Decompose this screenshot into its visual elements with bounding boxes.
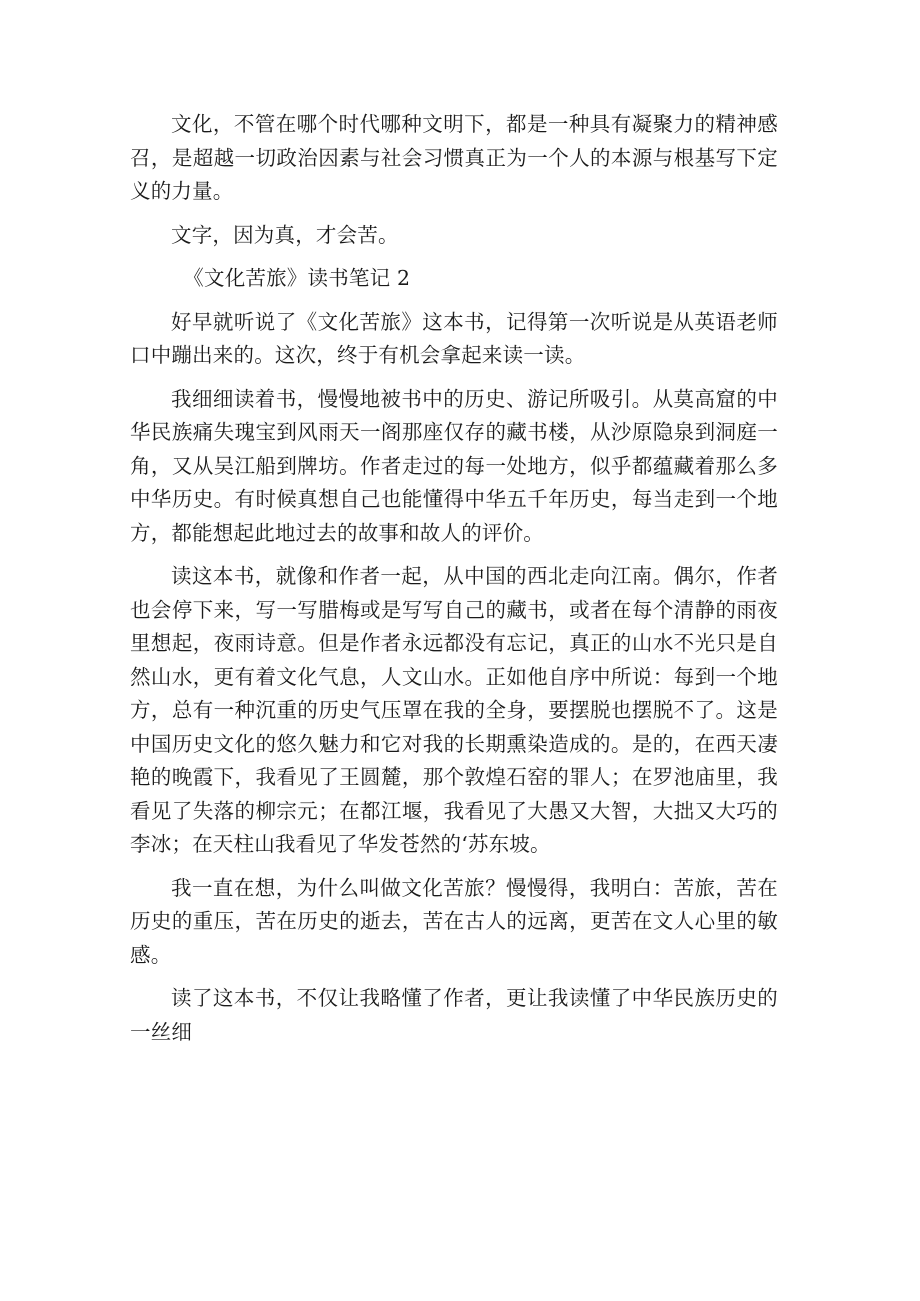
paragraph-culture: 文化，不管在哪个时代哪种文明下，都是一种具有凝聚力的精神感召，是超越一切政治因素与社会习惯真正为一个人的本源与根基写下定义的力量。 [130,112,778,203]
document-body [130,108,778,1059]
paragraph-intro: 好早就听说了《文化苦旅》这本书，记得第一次听说是从英语老师口中蹦出来的。这次，终于有机会拿起来读一读。 [130,309,778,367]
paragraph-reading: 我细细读着书，慢慢地被书中的历史、游记所吸引。从莫高窟的中华民族痛失瑰宝到风雨天一阁那座仅存的藏书楼，从沙原隐泉到洞庭一角，又从吴江船到牌坊。作者走过的每一处地方，似乎都蕴藏着那么多中华历史。有时候真想自己也能懂得中华五千年历史，每当走到一个地方，都能想起此地过去的故事和故人的评价。 [130,386,778,545]
section-heading: 《文化苦旅》读书笔记 2 [183,266,411,290]
paragraph-words: 文字，因为真，才会苦。 [171,222,399,247]
paragraph-conclusion: 读了这本书，不仅让我略懂了作者，更让我读懂了中华民族历史的一丝细 [130,986,778,1044]
paragraph-why-bitter: 我一直在想，为什么叫做文化苦旅？慢慢得，我明白：苦旅，苦在历史的重压，苦在历史的逝去，苦在古人的远离，更苦在文人心里的敏感。 [130,875,778,967]
paragraph-journey: 读这本书，就像和作者一起，从中国的西北走向江南。偶尔，作者也会停下来，写一写腊梅或是写写自己的藏书，或者在每个清静的雨夜里想起，夜雨诗意。但是作者永远都没有忘记，真正的山水不光只是自然山水，更有着文化气息，人文山水。正如他自序中所说：每到一个地方，总有一种沉重的历史气压罩在我的全身，要摆脱也摆脱不了。这是中国历史文化的悠久魅力和它对我的长期熏染造成的。是的，在西天凄艳的晚霞下，我看见了王圆麓，那个敦煌石窑的罪人；在罗池庙里，我看见了失落的柳宗元；在都江堰，我看见了大愚又大智，大拙又大巧的李冰；在天柱山我看见了华发苍然的‘苏东坡。 [130,564,778,856]
